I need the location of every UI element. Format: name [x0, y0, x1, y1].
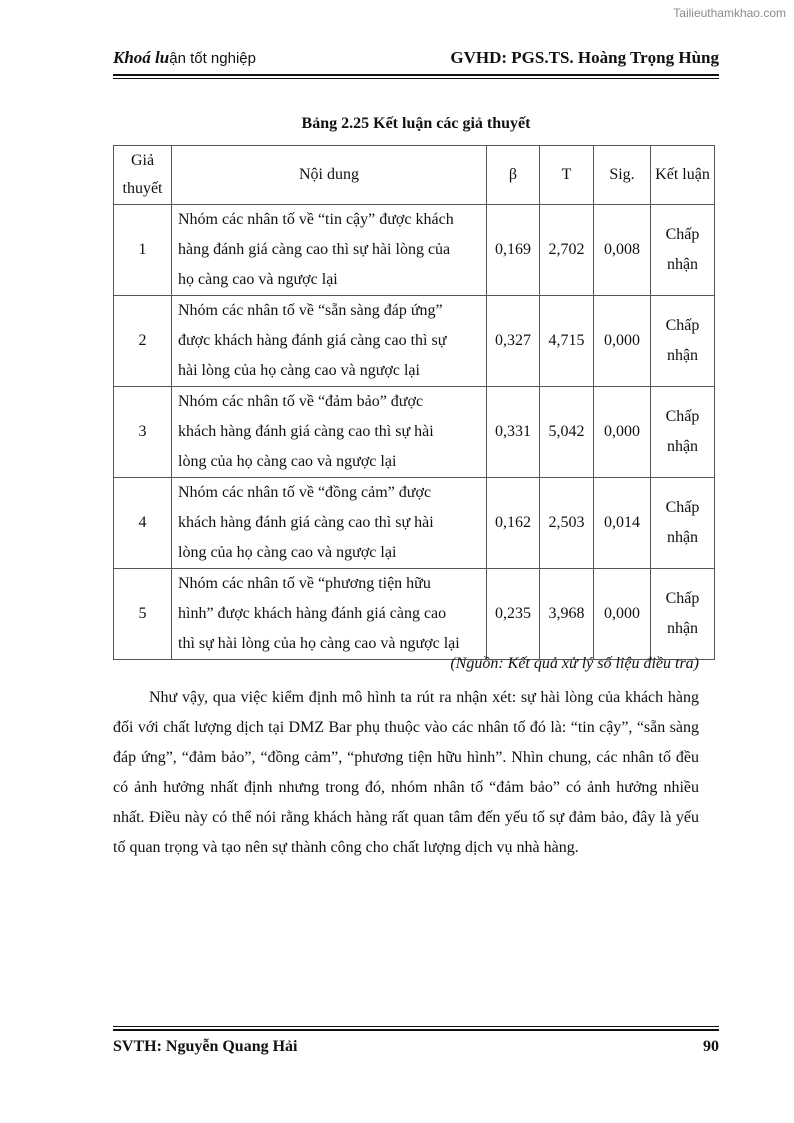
body-paragraph: Như vậy, qua việc kiểm định mô hình ta rút ra nhận xét: sự hài lòng của khách hàng đối với chất lượng dịch tại DMZ Bar phụ thuộc vào các nhân tố đó là: “tin cậy”, “sẵn sàng đáp ứng”, “đảm bảo”, “đồng cảm”, “phương tiện hữu hình”. Nhìn chung, các nhân tố đều có ảnh hưởng nhất định nhưng trong đó, nhóm nhân tố “đảm bảo” có ảnh hưởng nhiều nhất. Điều này có thể nói rằng khách hàng rất quan tâm đến yếu tố sự đảm bảo, đây là yếu tố quan trọng và tạo nên sự thành công cho chất lượng dịch vụ nhà hàng. — [113, 689, 699, 856]
header-t: T — [540, 146, 594, 205]
conclusion-line1: Chấp — [665, 317, 700, 334]
content-line: Nhóm các nhân tố về “đảm bảo” được — [178, 393, 424, 410]
row-conclusion — [651, 387, 715, 478]
content-line: lòng của họ càng cao và ngược lại — [178, 544, 397, 561]
row-beta: 0,162 — [487, 478, 540, 569]
row-sig: 0,000 — [594, 387, 651, 478]
content-line: lòng của họ càng cao và ngược lại — [178, 453, 397, 470]
page-number: 90 — [703, 1038, 719, 1055]
row-beta: 0,327 — [487, 296, 540, 387]
page-header — [113, 48, 719, 68]
row-sig: 0,000 — [594, 296, 651, 387]
row-id: 5 — [114, 569, 172, 660]
row-sig: 0,008 — [594, 205, 651, 296]
table-row — [114, 296, 715, 387]
row-content — [172, 569, 487, 660]
table-header-row — [114, 146, 715, 205]
content-line: được khách hàng đánh giá càng cao thì sự — [178, 332, 447, 349]
row-content — [172, 387, 487, 478]
footer-rule-thin — [113, 1026, 719, 1027]
row-t: 2,702 — [540, 205, 594, 296]
conclusion-line2: nhận — [666, 256, 699, 273]
header-hypothesis-line2: thuyết — [122, 180, 163, 197]
conclusion-line2: nhận — [666, 620, 699, 637]
header-hypothesis — [114, 146, 172, 205]
row-id: 3 — [114, 387, 172, 478]
header-conclusion: Kết luận — [651, 146, 715, 205]
content-line: Nhóm các nhân tố về “sẵn sàng đáp ứng” — [178, 302, 443, 319]
table-row — [114, 205, 715, 296]
content-line: hàng đánh giá càng cao thì sự hài lòng của — [178, 241, 451, 258]
header-left-italic: Khoá lu — [113, 48, 170, 67]
conclusion-line2: nhận — [666, 347, 699, 364]
header-left-rest: ận tốt nghiệp — [169, 50, 256, 67]
row-content — [172, 478, 487, 569]
conclusion-line2: nhận — [666, 529, 699, 546]
row-id: 1 — [114, 205, 172, 296]
row-conclusion — [651, 478, 715, 569]
footer-rule-thick — [113, 1029, 719, 1031]
table-row — [114, 478, 715, 569]
row-content — [172, 296, 487, 387]
row-t: 3,968 — [540, 569, 594, 660]
content-line: thì sự hài lòng của họ càng cao và ngược lại — [178, 635, 460, 652]
row-t: 5,042 — [540, 387, 594, 478]
header-content: Nội dung — [172, 146, 487, 205]
header-sig: Sig. — [594, 146, 651, 205]
header-beta: β — [487, 146, 540, 205]
content-line: Nhóm các nhân tố về “phương tiện hữu — [178, 575, 431, 592]
row-sig: 0,014 — [594, 478, 651, 569]
row-beta: 0,331 — [487, 387, 540, 478]
row-conclusion — [651, 296, 715, 387]
content-line: hình” được khách hàng đánh giá càng cao — [178, 605, 447, 622]
row-content — [172, 205, 487, 296]
row-id: 4 — [114, 478, 172, 569]
header-right: GVHD: PGS.TS. Hoàng Trọng Hùng — [450, 48, 719, 67]
page-footer — [113, 1038, 719, 1056]
header-hypothesis-line1: Giả — [130, 152, 155, 169]
row-beta: 0,235 — [487, 569, 540, 660]
table-caption: Bảng 2.25 Kết luận các giả thuyết — [301, 115, 531, 132]
row-id: 2 — [114, 296, 172, 387]
header-rule-thin — [113, 78, 719, 79]
table-row — [114, 387, 715, 478]
row-sig: 0,000 — [594, 569, 651, 660]
conclusion-line1: Chấp — [665, 590, 700, 607]
content-line: họ càng cao và ngược lại — [178, 271, 338, 288]
table-row — [114, 569, 715, 660]
content-line: khách hàng đánh giá càng cao thì sự hài — [178, 423, 434, 440]
content-line: Nhóm các nhân tố về “đồng cảm” được — [178, 484, 432, 501]
row-t: 4,715 — [540, 296, 594, 387]
row-conclusion — [651, 569, 715, 660]
hypothesis-table — [113, 145, 715, 660]
row-beta: 0,169 — [487, 205, 540, 296]
header-rule-thick — [113, 74, 719, 76]
conclusion-line1: Chấp — [665, 226, 700, 243]
row-conclusion — [651, 205, 715, 296]
content-line: hài lòng của họ càng cao và ngược lại — [178, 362, 420, 379]
content-line: Nhóm các nhân tố về “tin cậy” được khách — [178, 211, 454, 228]
header-left — [113, 48, 256, 68]
content-line: khách hàng đánh giá càng cao thì sự hài — [178, 514, 434, 531]
conclusion-line1: Chấp — [665, 408, 700, 425]
watermark: Tailieuthamkhao.com — [673, 6, 786, 20]
table-source: (Nguồn: Kết quả xử lý số liệu điều tra) — [450, 655, 699, 672]
footer-student: SVTH: Nguyễn Quang Hải — [113, 1038, 298, 1055]
conclusion-line2: nhận — [666, 438, 699, 455]
row-t: 2,503 — [540, 478, 594, 569]
conclusion-line1: Chấp — [665, 499, 700, 516]
